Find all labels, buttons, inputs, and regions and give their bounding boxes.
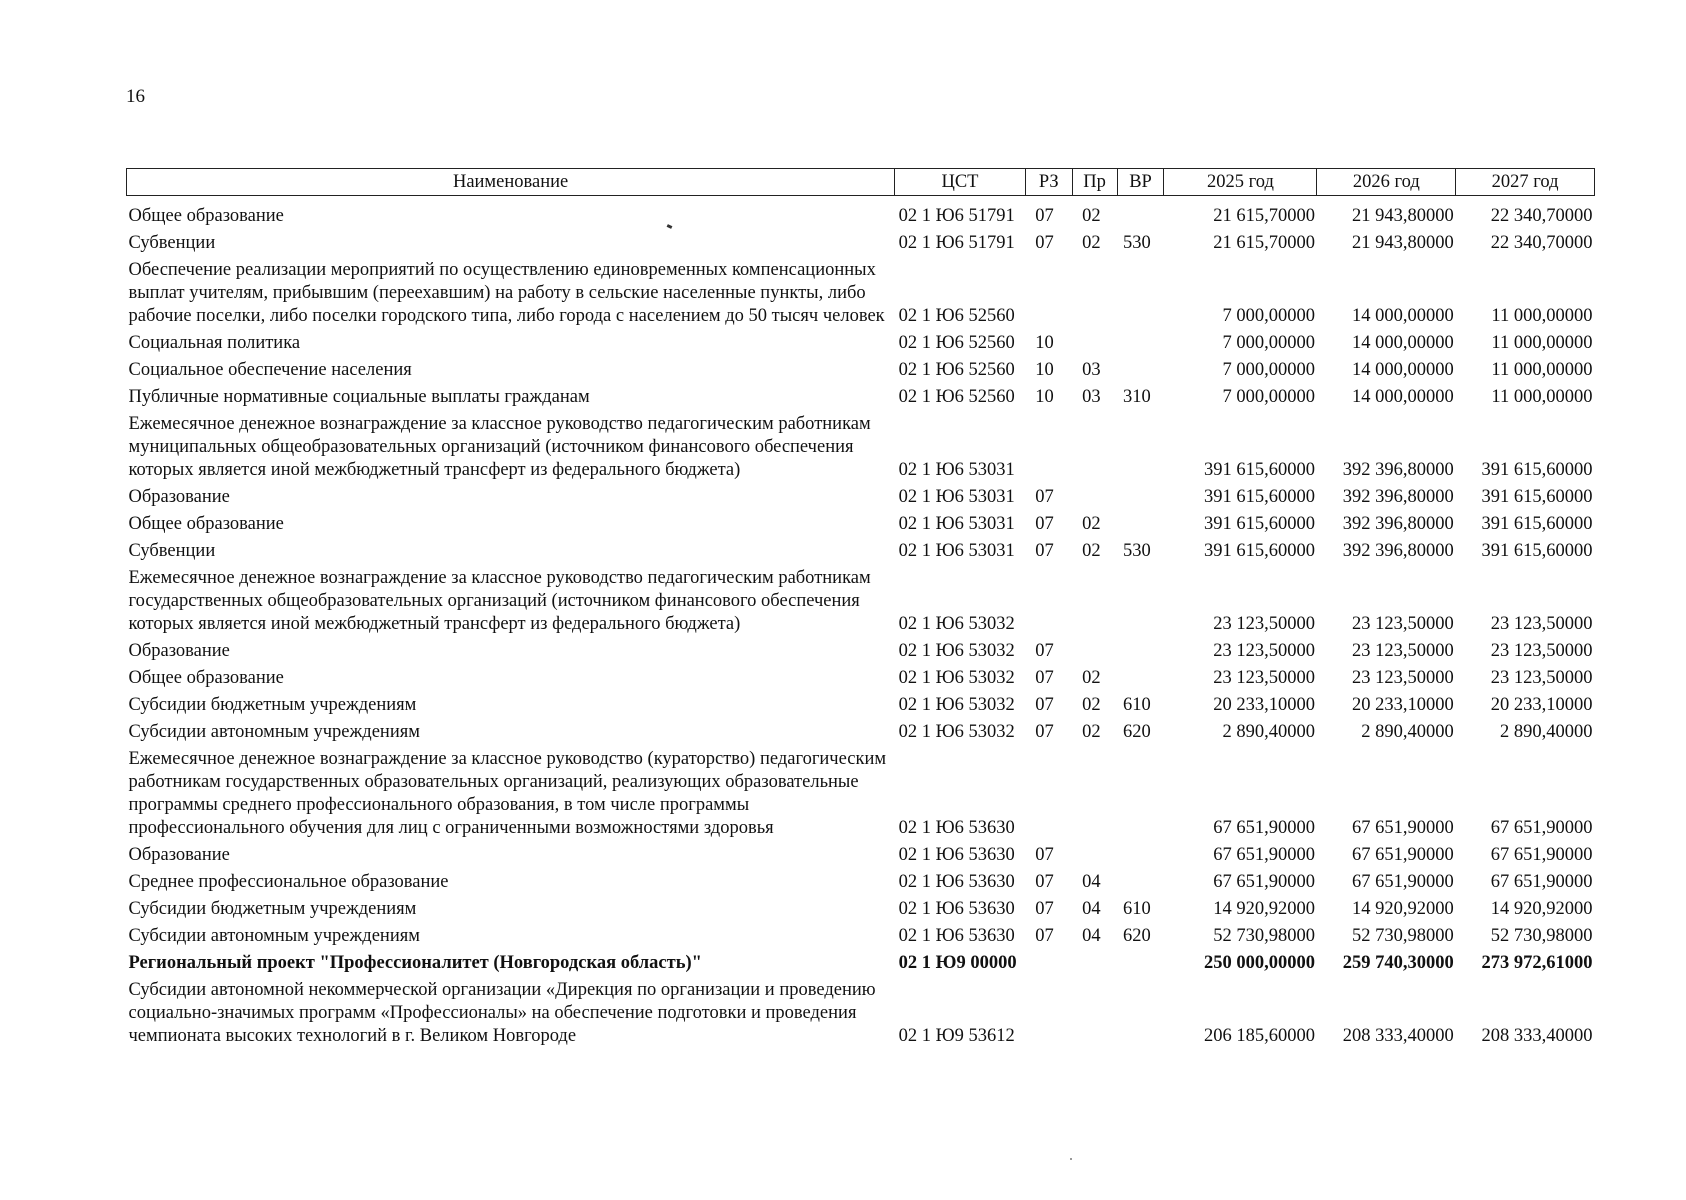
row-cst: 02 1 Ю6 53630 — [898, 899, 1015, 919]
row-cst: 02 1 Ю6 53031 — [898, 541, 1015, 561]
row-name: Социальное обеспечение населения — [128, 360, 412, 380]
row-cst: 02 1 Ю6 53630 — [898, 818, 1015, 838]
row-2026: 14 000,00000 — [1351, 333, 1454, 353]
row-vr: 530 — [1123, 233, 1151, 253]
row-rz: 07 — [1035, 641, 1054, 661]
row-name: Общее образование — [128, 514, 284, 534]
row-2025: 7 000,00000 — [1222, 306, 1315, 326]
row-vr — [1117, 745, 1164, 841]
row-2025: 391 615,60000 — [1203, 460, 1315, 480]
table-row — [127, 637, 1595, 664]
row-2027: 391 615,60000 — [1481, 541, 1593, 561]
row-2027: 11 000,00000 — [1491, 387, 1593, 407]
row-2026: 392 396,80000 — [1342, 514, 1454, 534]
scan-artifact — [1070, 1158, 1072, 1160]
row-2027: 67 651,90000 — [1490, 845, 1593, 865]
row-2027: 391 615,60000 — [1481, 487, 1593, 507]
row-pr — [1072, 841, 1117, 868]
row-2026: 392 396,80000 — [1342, 460, 1454, 480]
table-row — [127, 718, 1595, 745]
row-pr: 04 — [1082, 872, 1101, 892]
row-rz — [1025, 745, 1072, 841]
row-rz: 07 — [1035, 487, 1054, 507]
row-rz: 10 — [1035, 387, 1054, 407]
row-name: Субсидии автономной некоммерческой организации «Дирекция по организации и проведению социально-значимых программ «Профессионалы» на обеспечение подготовки и проведения чемпионата высоких технологий в г. Великом Новгороде — [128, 980, 876, 1046]
row-pr — [1072, 745, 1117, 841]
row-vr: 310 — [1123, 387, 1151, 407]
row-2025: 7 000,00000 — [1222, 333, 1315, 353]
row-2025: 14 920,92000 — [1213, 899, 1315, 919]
row-rz: 07 — [1035, 206, 1054, 226]
row-vr: 610 — [1123, 899, 1151, 919]
row-2025: 2 890,40000 — [1222, 722, 1315, 742]
row-2027: 52 730,98000 — [1490, 926, 1593, 946]
row-pr — [1072, 256, 1117, 329]
row-name: Субвенции — [128, 541, 216, 561]
row-name: Среднее профессиональное образование — [128, 872, 449, 892]
row-vr — [1117, 949, 1164, 976]
row-2027: 14 920,92000 — [1490, 899, 1593, 919]
row-2026: 259 740,30000 — [1342, 953, 1454, 973]
row-pr — [1072, 976, 1117, 1049]
row-cst: 02 1 Ю6 52560 — [898, 306, 1015, 326]
row-pr: 03 — [1082, 387, 1101, 407]
row-vr — [1117, 202, 1164, 229]
row-pr — [1072, 329, 1117, 356]
row-2025: 391 615,60000 — [1203, 514, 1315, 534]
header-rz: РЗ — [1025, 169, 1072, 196]
row-2026: 392 396,80000 — [1342, 487, 1454, 507]
row-vr: 610 — [1123, 695, 1151, 715]
row-vr — [1117, 483, 1164, 510]
row-pr — [1072, 483, 1117, 510]
row-name: Образование — [128, 641, 230, 661]
row-pr: 02 — [1082, 722, 1101, 742]
row-2026: 23 123,50000 — [1351, 668, 1454, 688]
header-2027: 2027 год — [1456, 169, 1595, 196]
row-name: Субвенции — [128, 233, 216, 253]
budget-table — [126, 168, 1595, 1049]
table-row — [127, 564, 1595, 637]
header-cst: ЦСТ — [895, 169, 1026, 196]
row-name: Публичные нормативные социальные выплаты гражданам — [128, 387, 590, 407]
row-2026: 67 651,90000 — [1351, 845, 1454, 865]
row-2025: 250 000,00000 — [1203, 953, 1315, 973]
row-2027: 67 651,90000 — [1490, 872, 1593, 892]
row-vr: 620 — [1123, 722, 1151, 742]
row-vr — [1117, 637, 1164, 664]
table-row — [127, 895, 1595, 922]
row-2026: 21 943,80000 — [1351, 206, 1454, 226]
row-2026: 20 233,10000 — [1351, 695, 1454, 715]
row-2026: 21 943,80000 — [1351, 233, 1454, 253]
row-cst: 02 1 Ю6 51791 — [898, 206, 1015, 226]
row-2026: 2 890,40000 — [1361, 722, 1454, 742]
row-2026: 67 651,90000 — [1351, 872, 1454, 892]
row-vr — [1117, 841, 1164, 868]
row-2026: 23 123,50000 — [1351, 614, 1454, 634]
row-cst: 02 1 Ю6 52560 — [898, 360, 1015, 380]
row-pr: 04 — [1082, 899, 1101, 919]
row-rz: 07 — [1035, 722, 1054, 742]
row-name: Общее образование — [128, 206, 284, 226]
row-cst: 02 1 Ю6 53032 — [898, 722, 1015, 742]
row-2025: 23 123,50000 — [1213, 641, 1315, 661]
row-vr — [1117, 410, 1164, 483]
row-rz: 07 — [1035, 233, 1054, 253]
table-row — [127, 922, 1595, 949]
row-2026: 14 000,00000 — [1351, 306, 1454, 326]
row-cst: 02 1 Ю6 53630 — [898, 872, 1015, 892]
table-row — [127, 202, 1595, 229]
row-2027: 11 000,00000 — [1491, 306, 1593, 326]
row-cst: 02 1 Ю6 51791 — [898, 233, 1015, 253]
row-rz: 07 — [1035, 668, 1054, 688]
row-rz: 07 — [1035, 899, 1054, 919]
row-2026: 23 123,50000 — [1351, 641, 1454, 661]
row-rz: 10 — [1035, 360, 1054, 380]
header-2025: 2025 год — [1164, 169, 1317, 196]
row-2026: 392 396,80000 — [1342, 541, 1454, 561]
row-name: Образование — [128, 845, 230, 865]
table-row — [127, 691, 1595, 718]
table-row — [127, 841, 1595, 868]
row-pr: 02 — [1082, 668, 1101, 688]
row-2027: 23 123,50000 — [1490, 668, 1593, 688]
row-pr: 02 — [1082, 514, 1101, 534]
row-pr — [1072, 949, 1117, 976]
row-2025: 206 185,60000 — [1203, 1026, 1315, 1046]
row-2027: 208 333,40000 — [1481, 1026, 1593, 1046]
row-2025: 21 615,70000 — [1213, 233, 1315, 253]
table-row — [127, 383, 1595, 410]
row-2025: 391 615,60000 — [1203, 487, 1315, 507]
row-2027: 11 000,00000 — [1491, 360, 1593, 380]
row-pr — [1072, 410, 1117, 483]
row-rz — [1025, 410, 1072, 483]
row-cst: 02 1 Ю6 52560 — [898, 333, 1015, 353]
row-cst: 02 1 Ю6 53031 — [898, 460, 1015, 480]
row-2027: 22 340,70000 — [1490, 206, 1593, 226]
row-cst: 02 1 Ю6 53031 — [898, 487, 1015, 507]
row-2025: 7 000,00000 — [1222, 360, 1315, 380]
row-name: Субсидии бюджетным учреждениям — [128, 899, 417, 919]
row-name: Социальная политика — [128, 333, 301, 353]
table-row — [127, 356, 1595, 383]
table-row — [127, 329, 1595, 356]
row-pr: 02 — [1082, 206, 1101, 226]
row-2025: 23 123,50000 — [1213, 668, 1315, 688]
page-number: 16 — [126, 86, 145, 107]
row-pr — [1072, 637, 1117, 664]
row-rz — [1025, 976, 1072, 1049]
row-vr — [1117, 664, 1164, 691]
row-cst: 02 1 Ю6 53630 — [898, 845, 1015, 865]
row-2025: 67 651,90000 — [1213, 818, 1315, 838]
row-vr: 530 — [1123, 541, 1151, 561]
row-2027: 2 890,40000 — [1500, 722, 1593, 742]
row-name: Субсидии бюджетным учреждениям — [128, 695, 417, 715]
row-name: Общее образование — [128, 668, 284, 688]
table-row — [127, 537, 1595, 564]
table-row — [127, 868, 1595, 895]
row-rz: 07 — [1035, 872, 1054, 892]
row-rz — [1025, 256, 1072, 329]
row-cst: 02 1 Ю6 53031 — [898, 514, 1015, 534]
row-2025: 67 651,90000 — [1213, 845, 1315, 865]
row-2026: 52 730,98000 — [1351, 926, 1454, 946]
row-name: Обеспечение реализации мероприятий по осуществлению единовременных компенсационных выплат учителям, прибывшим (переехавшим) на работу в сельские населенные пункты, либо рабочие поселки, либо поселки городского типа, либо города с населением до 50 тысяч человек — [128, 260, 885, 326]
row-2027: 273 972,61000 — [1481, 953, 1593, 973]
table-row — [127, 510, 1595, 537]
row-rz: 07 — [1035, 541, 1054, 561]
row-2027: 23 123,50000 — [1490, 641, 1593, 661]
row-vr — [1117, 329, 1164, 356]
row-2027: 22 340,70000 — [1490, 233, 1593, 253]
row-2026: 14 000,00000 — [1351, 387, 1454, 407]
row-rz: 07 — [1035, 926, 1054, 946]
row-vr: 620 — [1123, 926, 1151, 946]
row-2025: 52 730,98000 — [1213, 926, 1315, 946]
table-body — [127, 202, 1595, 1049]
row-pr: 02 — [1082, 695, 1101, 715]
row-name: Ежемесячное денежное вознаграждение за классное руководство педагогическим работникам муниципальных общеобразовательных организаций (источником финансового обеспечения которых является иной межбюджетный трансферт из федерального бюджета) — [128, 414, 871, 480]
row-rz: 07 — [1035, 514, 1054, 534]
row-cst: 02 1 Ю6 53630 — [898, 926, 1015, 946]
row-2026: 14 000,00000 — [1351, 360, 1454, 380]
row-pr: 02 — [1082, 541, 1101, 561]
row-2026: 208 333,40000 — [1342, 1026, 1454, 1046]
table-row — [127, 229, 1595, 256]
row-vr — [1117, 356, 1164, 383]
row-name: Региональный проект "Профессионалитет (Новгородская область)" — [128, 953, 702, 973]
row-2025: 23 123,50000 — [1213, 614, 1315, 634]
row-2027: 391 615,60000 — [1481, 514, 1593, 534]
table-row — [127, 745, 1595, 841]
row-cst: 02 1 Ю9 00000 — [898, 953, 1017, 973]
row-pr: 02 — [1082, 233, 1101, 253]
row-vr — [1117, 256, 1164, 329]
table-row — [127, 976, 1595, 1049]
row-name: Ежемесячное денежное вознаграждение за классное руководство педагогическим работникам государственных общеобразовательных организаций (источником финансового обеспечения которых является иной межбюджетный трансферт из федерального бюджета) — [128, 568, 871, 634]
row-2026: 67 651,90000 — [1351, 818, 1454, 838]
row-pr: 03 — [1082, 360, 1101, 380]
row-name: Субсидии автономным учреждениям — [128, 722, 420, 742]
row-2025: 20 233,10000 — [1213, 695, 1315, 715]
row-2025: 7 000,00000 — [1222, 387, 1315, 407]
row-2027: 11 000,00000 — [1491, 333, 1593, 353]
row-2025: 21 615,70000 — [1213, 206, 1315, 226]
row-2027: 67 651,90000 — [1490, 818, 1593, 838]
row-cst: 02 1 Ю6 53032 — [898, 614, 1015, 634]
header-2026: 2026 год — [1317, 169, 1456, 196]
row-vr — [1117, 564, 1164, 637]
row-2027: 391 615,60000 — [1481, 460, 1593, 480]
header-pr: Пр — [1072, 169, 1117, 196]
table-row — [127, 664, 1595, 691]
table-row — [127, 410, 1595, 483]
header-vr: ВР — [1117, 169, 1164, 196]
row-cst: 02 1 Ю6 52560 — [898, 387, 1015, 407]
row-name: Субсидии автономным учреждениям — [128, 926, 420, 946]
row-vr — [1117, 510, 1164, 537]
row-cst: 02 1 Ю6 53032 — [898, 695, 1015, 715]
row-rz: 10 — [1035, 333, 1054, 353]
row-2025: 67 651,90000 — [1213, 872, 1315, 892]
row-rz: 07 — [1035, 845, 1054, 865]
row-vr — [1117, 976, 1164, 1049]
row-2027: 23 123,50000 — [1490, 614, 1593, 634]
row-rz — [1025, 564, 1072, 637]
row-pr — [1072, 564, 1117, 637]
row-vr — [1117, 868, 1164, 895]
header-name: Наименование — [127, 169, 895, 196]
row-pr: 04 — [1082, 926, 1101, 946]
row-name: Образование — [128, 487, 230, 507]
row-rz — [1025, 949, 1072, 976]
row-2027: 20 233,10000 — [1490, 695, 1593, 715]
row-rz: 07 — [1035, 695, 1054, 715]
row-cst: 02 1 Ю6 53032 — [898, 668, 1015, 688]
table-row — [127, 949, 1595, 976]
table-row — [127, 256, 1595, 329]
row-cst: 02 1 Ю6 53032 — [898, 641, 1015, 661]
row-2025: 391 615,60000 — [1203, 541, 1315, 561]
row-name: Ежемесячное денежное вознаграждение за классное руководство (кураторство) педагогическим работникам государственных образовательных организаций, реализующих образовательные программы среднего профессионального образования, в том числе программы профессионального обучения для лиц с ограниченными возможностями здоровья — [128, 749, 887, 838]
row-2026: 14 920,92000 — [1351, 899, 1454, 919]
header-row — [127, 169, 1595, 196]
table-row — [127, 483, 1595, 510]
row-cst: 02 1 Ю9 53612 — [898, 1026, 1015, 1046]
